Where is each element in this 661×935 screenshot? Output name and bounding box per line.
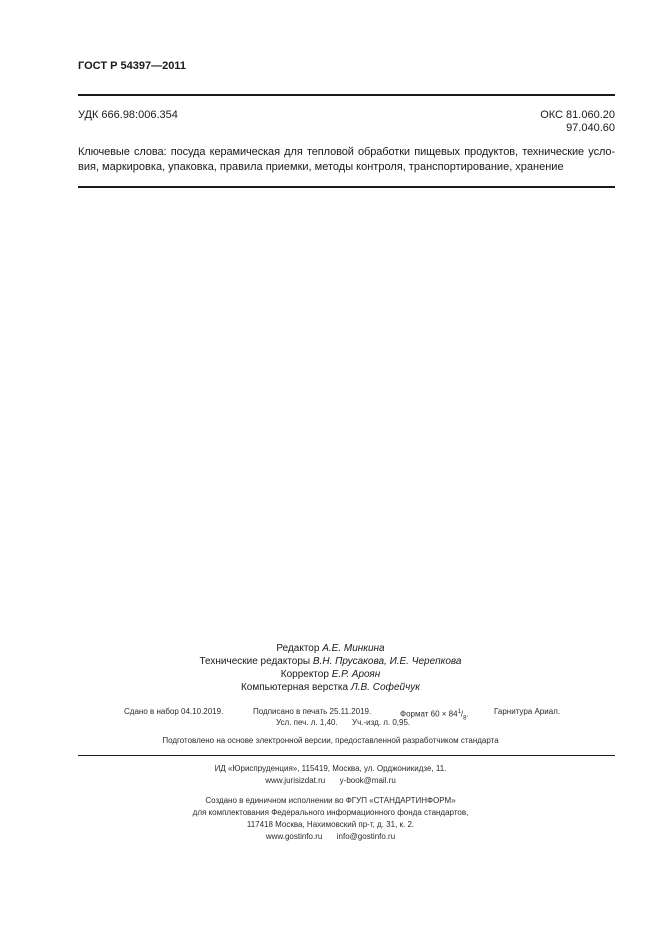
- oks-code-2: 97.040.60: [566, 122, 615, 134]
- editor-name: А.Е. Минкина: [322, 643, 385, 654]
- format-prefix: Формат 60 × 84: [400, 709, 458, 719]
- keywords-line-2: вия, маркировка, упаковка, правила приемки, методы контроля, транспортирование, хранение: [78, 161, 564, 173]
- editor-label: Редактор: [276, 643, 320, 654]
- publisher-address: ИД «Юриспруденция», 115419, Москва, ул. Орджоникидзе, 11.: [214, 764, 447, 773]
- layout-name: Л.В. Софейчук: [350, 682, 421, 693]
- bottom-divider: [78, 755, 615, 756]
- editorial-credits: [0, 642, 661, 694]
- keywords-line-1: Ключевые слова: посуда керамическая для тепловой обработки пищевых продуктов, технические усло-: [78, 146, 615, 158]
- print-sheets: Усл. печ. л. 1,40.: [276, 718, 338, 727]
- format-denominator: 8: [463, 715, 467, 722]
- corrector-name: Е.Р. Ароян: [331, 669, 381, 680]
- publisher-website[interactable]: www.jurisizdat.ru: [265, 776, 326, 785]
- publisher-sheets: Уч.-изд. л. 0,95.: [352, 718, 411, 727]
- publisher-contacts: [0, 775, 661, 787]
- creation-note: Создано в единичном исполнении во ФГУП «СТАНДАРТИНФОРМ»: [205, 796, 456, 805]
- signed-date: Подписано в печать 25.11.2019.: [253, 707, 372, 716]
- publisher-email[interactable]: y-book@mail.ru: [339, 776, 396, 785]
- layout-label: Компьютерная верстка: [240, 682, 349, 693]
- standartinform-contacts: [0, 831, 661, 843]
- corrector-line: [0, 668, 661, 681]
- tech-editors-names: В.Н. Прусакова, И.Е. Черепкова: [312, 656, 462, 667]
- typeface: Гарнитура Ариал.: [494, 707, 561, 716]
- udk-code: УДК 666.98:006.354: [78, 109, 178, 121]
- keywords-divider: [78, 186, 615, 188]
- oks-codes: [540, 109, 615, 135]
- tech-editors-label: Технические редакторы: [199, 656, 311, 667]
- top-divider: [78, 94, 615, 96]
- prepared-note: Подготовлено на основе электронной версии, предоставленной разработчиком стандарта: [162, 736, 499, 745]
- standartinform-website[interactable]: www.gostinfo.ru: [265, 832, 323, 841]
- standard-id: ГОСТ Р 54397—2011: [78, 60, 186, 72]
- standartinform-email[interactable]: info@gostinfo.ru: [336, 832, 396, 841]
- layout-line: [0, 681, 661, 694]
- tech-editors-line: [0, 655, 661, 668]
- fund-note: для комплектования Федерального информационного фонда стандартов,: [192, 808, 469, 817]
- corrector-label: Корректор: [280, 669, 329, 680]
- editor-line: [0, 642, 661, 655]
- standartinform-address: 117418 Москва, Нахимовский пр-т, д. 31, к. 2.: [246, 820, 415, 829]
- keywords: [78, 145, 615, 175]
- format-numerator: 1: [457, 709, 461, 715]
- submitted-date: Сдано в набор 04.10.2019.: [124, 707, 224, 716]
- oks-code-1: ОКС 81.060.20: [540, 109, 615, 121]
- format-suffix: .: [466, 709, 469, 719]
- print-format: Формат $60 \times 84^1/_8$.: [400, 709, 469, 722]
